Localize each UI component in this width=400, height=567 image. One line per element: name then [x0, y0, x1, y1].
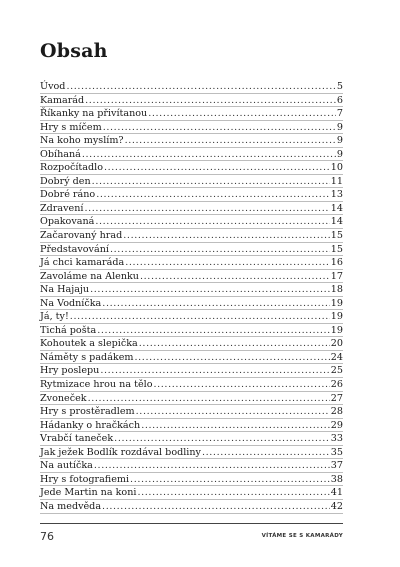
- toc-entry-title: Kamarád: [40, 94, 85, 106]
- toc-entry-title: Na medvěda: [40, 500, 102, 512]
- toc-entry: [40, 161, 343, 175]
- toc-entry: [40, 243, 343, 257]
- toc-entry: [40, 337, 343, 351]
- toc-dot-leader: [148, 107, 336, 121]
- toc-dot-leader: [103, 121, 336, 135]
- toc-dot-leader: [82, 148, 336, 162]
- toc-entry-page: 41: [330, 487, 343, 499]
- toc-entry-title: Dobré ráno: [40, 189, 96, 201]
- toc-entry-title: Vrabčí taneček: [40, 433, 114, 445]
- toc-entry-title: Hádanky o hračkách: [40, 419, 141, 431]
- toc-entry-title: Jak ježek Bodlík rozdával bodliny: [40, 446, 201, 458]
- toc-entry-title: Na autíčka: [40, 460, 93, 472]
- toc-entry-page: 35: [330, 446, 343, 458]
- toc-dot-leader: [123, 229, 330, 243]
- toc-entry-page: 10: [330, 162, 343, 174]
- toc-entry: [40, 500, 343, 514]
- toc-entry-page: 24: [330, 351, 343, 363]
- toc-dot-leader: [139, 337, 330, 351]
- toc-dot-leader: [153, 378, 329, 392]
- toc-entry-page: 14: [330, 216, 343, 228]
- toc-dot-leader: [85, 94, 336, 108]
- toc-entry-page: 25: [330, 365, 343, 377]
- toc-entry-page: 18: [330, 284, 343, 296]
- page-title: Obsah: [40, 40, 108, 62]
- toc-entry-title: Zavoláme na Alenku: [40, 270, 139, 282]
- toc-dot-leader: [84, 202, 329, 216]
- toc-entry-page: 37: [330, 460, 343, 472]
- toc-entry-title: Představování: [40, 243, 109, 255]
- toc-entry-title: Náměty s padákem: [40, 351, 134, 363]
- toc-dot-leader: [66, 80, 335, 94]
- toc-dot-leader: [102, 500, 330, 514]
- toc-entry: [40, 405, 343, 419]
- toc-entry-page: 16: [330, 257, 343, 269]
- toc-entry: [40, 202, 343, 216]
- toc-entry: [40, 364, 343, 378]
- toc-entry-page: 42: [330, 500, 343, 512]
- toc-dot-leader: [125, 256, 330, 270]
- toc-entry-title: Rytmizace hrou na tělo: [40, 379, 153, 391]
- toc-entry-page: 20: [330, 338, 343, 350]
- toc-dot-leader: [88, 392, 330, 406]
- toc-entry-title: Já, ty!: [40, 311, 69, 323]
- toc-entry: [40, 446, 343, 460]
- toc-dot-leader: [102, 297, 329, 311]
- toc-entry: [40, 229, 343, 243]
- toc-entry-page: 9: [336, 121, 343, 133]
- toc-dot-leader: [96, 188, 330, 202]
- toc-entry: [40, 270, 343, 284]
- toc-entry-title: Hry s prostěradlem: [40, 406, 135, 418]
- footer-divider: [40, 523, 343, 524]
- toc-entry-page: 9: [336, 135, 343, 147]
- toc-entry: [40, 215, 343, 229]
- toc-entry: [40, 80, 343, 94]
- toc-entry: [40, 473, 343, 487]
- toc-dot-leader: [97, 324, 330, 338]
- toc-entry: [40, 121, 343, 135]
- toc-entry: [40, 392, 343, 406]
- toc-dot-leader: [92, 175, 330, 189]
- toc-entry-page: 19: [330, 311, 343, 323]
- toc-dot-leader: [202, 446, 330, 460]
- toc-entry: [40, 188, 343, 202]
- toc-entry-page: 5: [336, 81, 343, 92]
- toc-entry-title: Obíhaná: [40, 148, 81, 160]
- toc-dot-leader: [100, 364, 329, 378]
- toc-entry: [40, 351, 343, 365]
- toc-dot-leader: [70, 310, 330, 324]
- toc-entry: [40, 310, 343, 324]
- toc-entry: [40, 297, 343, 311]
- toc-entry-page: 33: [330, 433, 343, 445]
- toc-entry: [40, 175, 343, 189]
- toc-entry-page: 38: [330, 473, 343, 485]
- toc-entry-page: 13: [330, 189, 343, 201]
- toc-entry-title: Úvod: [40, 81, 66, 92]
- toc-entry-title: Hry s fotografiemi: [40, 473, 130, 485]
- toc-dot-leader: [135, 351, 330, 365]
- toc-dot-leader: [130, 473, 330, 487]
- toc-entry-title: Já chci kamaráda: [40, 257, 125, 269]
- toc-entry: [40, 256, 343, 270]
- toc-entry-page: 17: [330, 270, 343, 282]
- toc-entry: [40, 419, 343, 433]
- toc-entry: [40, 486, 343, 500]
- table-of-contents: [40, 80, 343, 514]
- toc-entry-page: 28: [330, 406, 343, 418]
- toc-entry-page: 19: [330, 324, 343, 336]
- toc-entry-page: 6: [336, 94, 343, 106]
- toc-entry-title: Dobrý den: [40, 175, 91, 187]
- toc-dot-leader: [137, 486, 329, 500]
- toc-entry-title: Zvoneček: [40, 392, 87, 404]
- toc-entry-title: Jede Martin na koni: [40, 487, 137, 499]
- toc-dot-leader: [90, 283, 330, 297]
- toc-entry-page: 19: [330, 297, 343, 309]
- toc-entry-page: 7: [336, 108, 343, 120]
- toc-entry-title: Na koho myslím?: [40, 135, 124, 147]
- toc-dot-leader: [110, 243, 330, 257]
- toc-entry-title: Zdravení: [40, 202, 84, 214]
- toc-dot-leader: [94, 459, 330, 473]
- toc-dot-leader: [125, 134, 336, 148]
- toc-entry: [40, 432, 343, 446]
- toc-dot-leader: [141, 419, 330, 433]
- toc-entry-title: Opakovaná: [40, 216, 95, 228]
- running-footer-title: VÍTÁME SE S KAMARÁDY: [261, 533, 343, 539]
- toc-entry-page: 15: [330, 243, 343, 255]
- toc-dot-leader: [95, 215, 329, 229]
- toc-entry-title: Rozpočítadlo: [40, 162, 103, 174]
- toc-dot-leader: [104, 161, 330, 175]
- toc-dot-leader: [140, 270, 330, 284]
- toc-entry: [40, 378, 343, 392]
- toc-entry: [40, 107, 343, 121]
- toc-entry-page: 27: [330, 392, 343, 404]
- page-number: 76: [40, 530, 54, 543]
- toc-dot-leader: [136, 405, 330, 419]
- toc-entry-page: 26: [330, 379, 343, 391]
- toc-entry-page: 9: [336, 148, 343, 160]
- toc-entry-title: Začarovaný hrad: [40, 230, 123, 242]
- toc-entry-title: Na Vodníčka: [40, 297, 102, 309]
- toc-entry-title: Hry s míčem: [40, 121, 102, 133]
- toc-entry-page: 14: [330, 202, 343, 214]
- toc-entry: [40, 94, 343, 108]
- toc-entry-title: Hry poslepu: [40, 365, 100, 377]
- toc-entry: [40, 148, 343, 162]
- toc-entry-title: Na Hajaju: [40, 284, 90, 296]
- toc-entry-page: 11: [330, 175, 343, 187]
- toc-dot-leader: [114, 432, 330, 446]
- toc-entry: [40, 134, 343, 148]
- toc-entry-title: Kohoutek a slepička: [40, 338, 138, 350]
- toc-entry: [40, 324, 343, 338]
- toc-entry: [40, 459, 343, 473]
- toc-entry: [40, 283, 343, 297]
- toc-entry-title: Říkanky na přivítanou: [40, 108, 148, 120]
- toc-entry-page: 29: [330, 419, 343, 431]
- toc-entry-title: Tichá pošta: [40, 324, 97, 336]
- toc-entry-page: 15: [330, 230, 343, 242]
